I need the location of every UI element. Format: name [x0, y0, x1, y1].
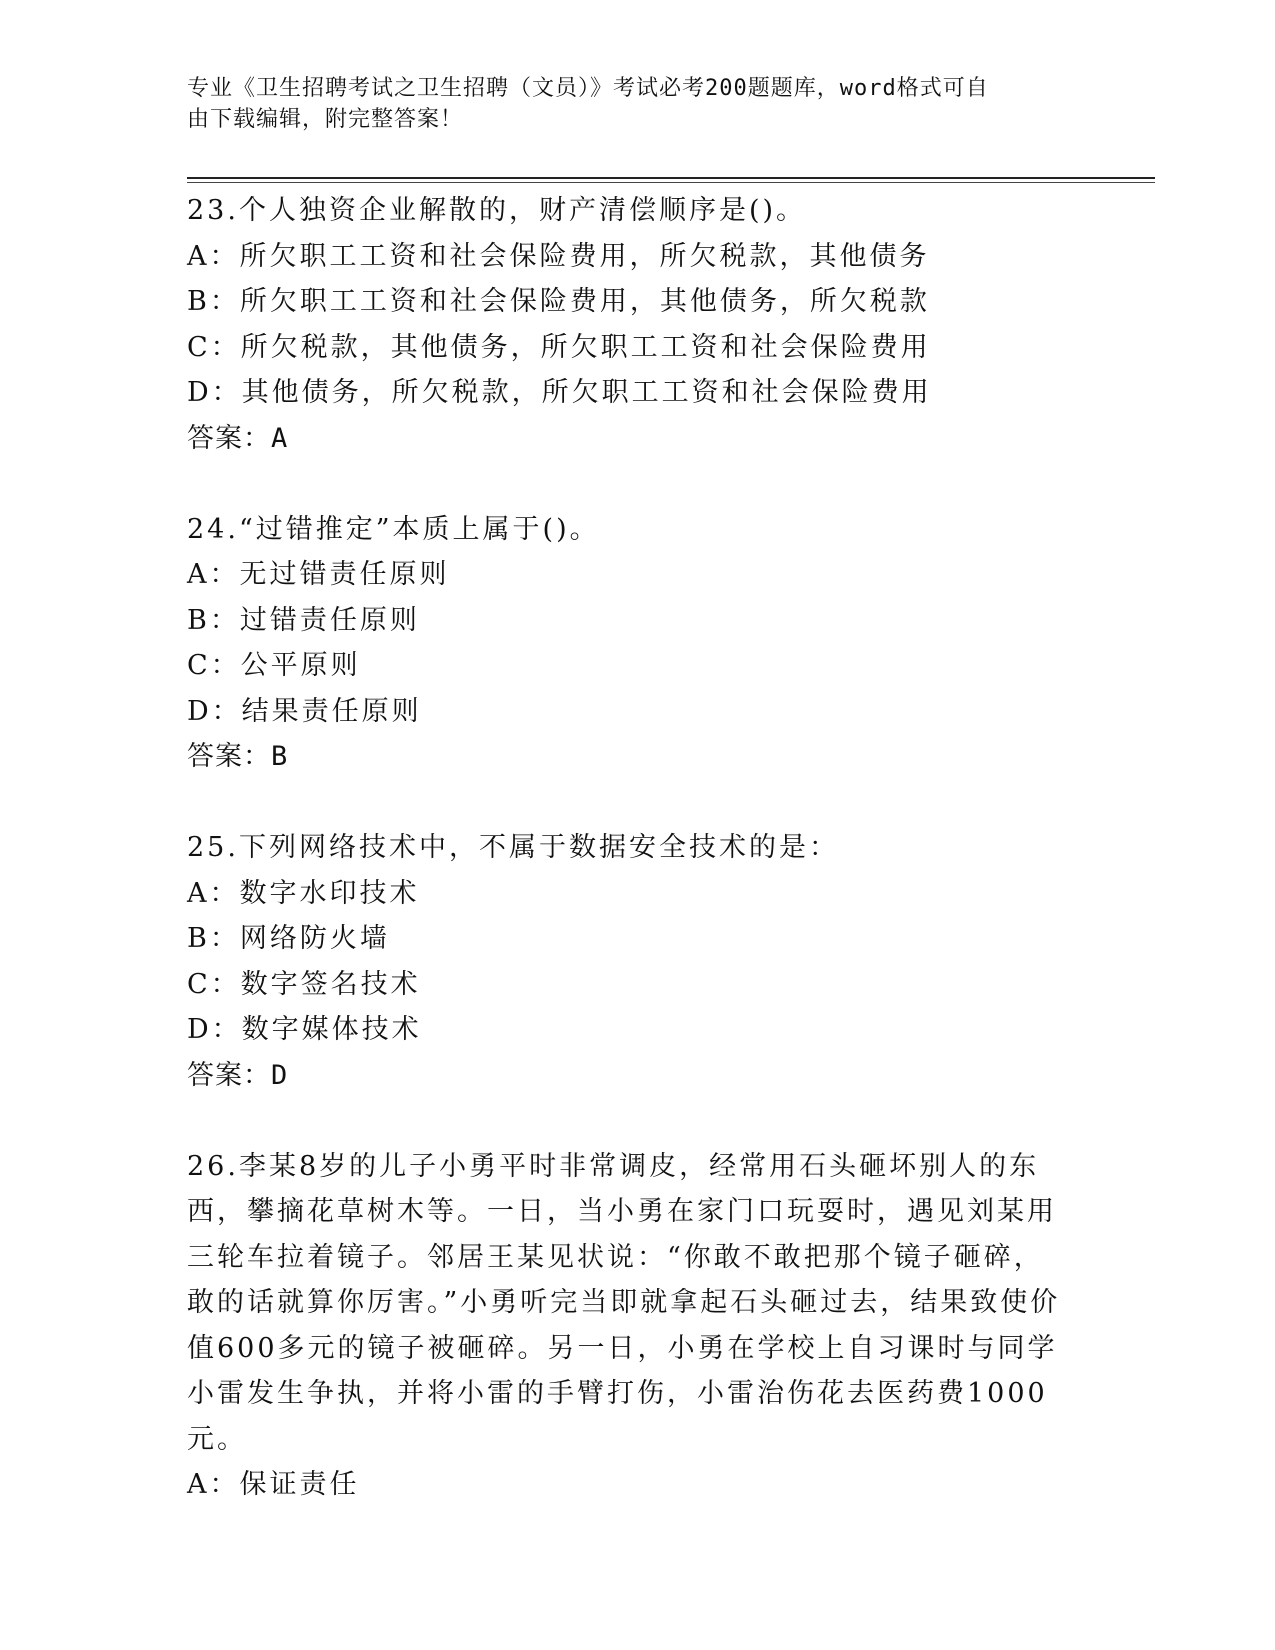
option-a: A：无过错责任原则 — [187, 559, 450, 590]
option-d: D：数字媒体技术 — [187, 1014, 422, 1045]
answer-line: 答案：D — [187, 1059, 289, 1091]
header-divider-thin — [187, 182, 1155, 183]
spacer — [187, 461, 1087, 507]
question-stem: 23.个人独资企业解散的，财产清偿顺序是()。 — [187, 195, 807, 226]
option-c: C：所欠税款，其他债务，所欠职工工资和社会保险费用 — [187, 331, 931, 363]
question-stem: 25.下列网络技术中，不属于数据安全技术的是： — [187, 832, 839, 863]
option-b: B：所欠职工工资和社会保险费用，其他债务，所欠税款 — [187, 286, 930, 317]
option-d: D：其他债务，所欠税款，所欠职工工资和社会保险费用 — [187, 377, 932, 408]
option-b: B：网络防火墙 — [187, 923, 390, 954]
question-block — [187, 1144, 1087, 1508]
option-b: B：过错责任原则 — [187, 604, 420, 636]
question-stem: 24.“过错推定”本质上属于()。 — [187, 513, 600, 545]
question-stem: 26.李某8岁的儿子小勇平时非常调皮，经常用石头砸坏别人的东西，攀摘花草树木等。一日，当小勇在家门口玩耍时，遇见刘某用三轮车拉着镜子。邻居王某见状说：“你敢不敢把那个镜子砸碎，敢的话就算你厉害。”小勇听完当即就拿起石头砸过去，结果致使价值600多元的镜子被砸碎。另一日，小勇在学校上自习课时与同学小雷发生争执，并将小雷的手臂打伤，小雷治伤花去医药费1000元。 — [187, 1150, 1061, 1455]
answer-line: 答案：B — [187, 741, 289, 772]
option-a: A：数字水印技术 — [187, 877, 420, 909]
document-header — [187, 73, 1087, 135]
question-list — [187, 188, 1087, 1508]
option-a: A：所欠职工工资和社会保险费用，所欠税款，其他债务 — [187, 240, 930, 272]
option-d: D：结果责任原则 — [187, 695, 422, 727]
header-divider — [187, 177, 1155, 179]
spacer — [187, 1098, 1087, 1144]
header-line-1: 专业《卫生招聘考试之卫生招聘（文员）》考试必考200题题库，word格式可自 — [187, 76, 989, 101]
option-a: A：保证责任 — [187, 1469, 360, 1500]
option-c: C：数字签名技术 — [187, 968, 421, 1000]
question-block — [187, 825, 1087, 1098]
question-block — [187, 188, 1087, 461]
header-line-2: 由下载编辑，附完整答案！ — [187, 107, 464, 132]
question-block — [187, 507, 1087, 780]
answer-line: 答案：A — [187, 422, 289, 454]
option-c: C：公平原则 — [187, 650, 361, 681]
spacer — [187, 780, 1087, 826]
